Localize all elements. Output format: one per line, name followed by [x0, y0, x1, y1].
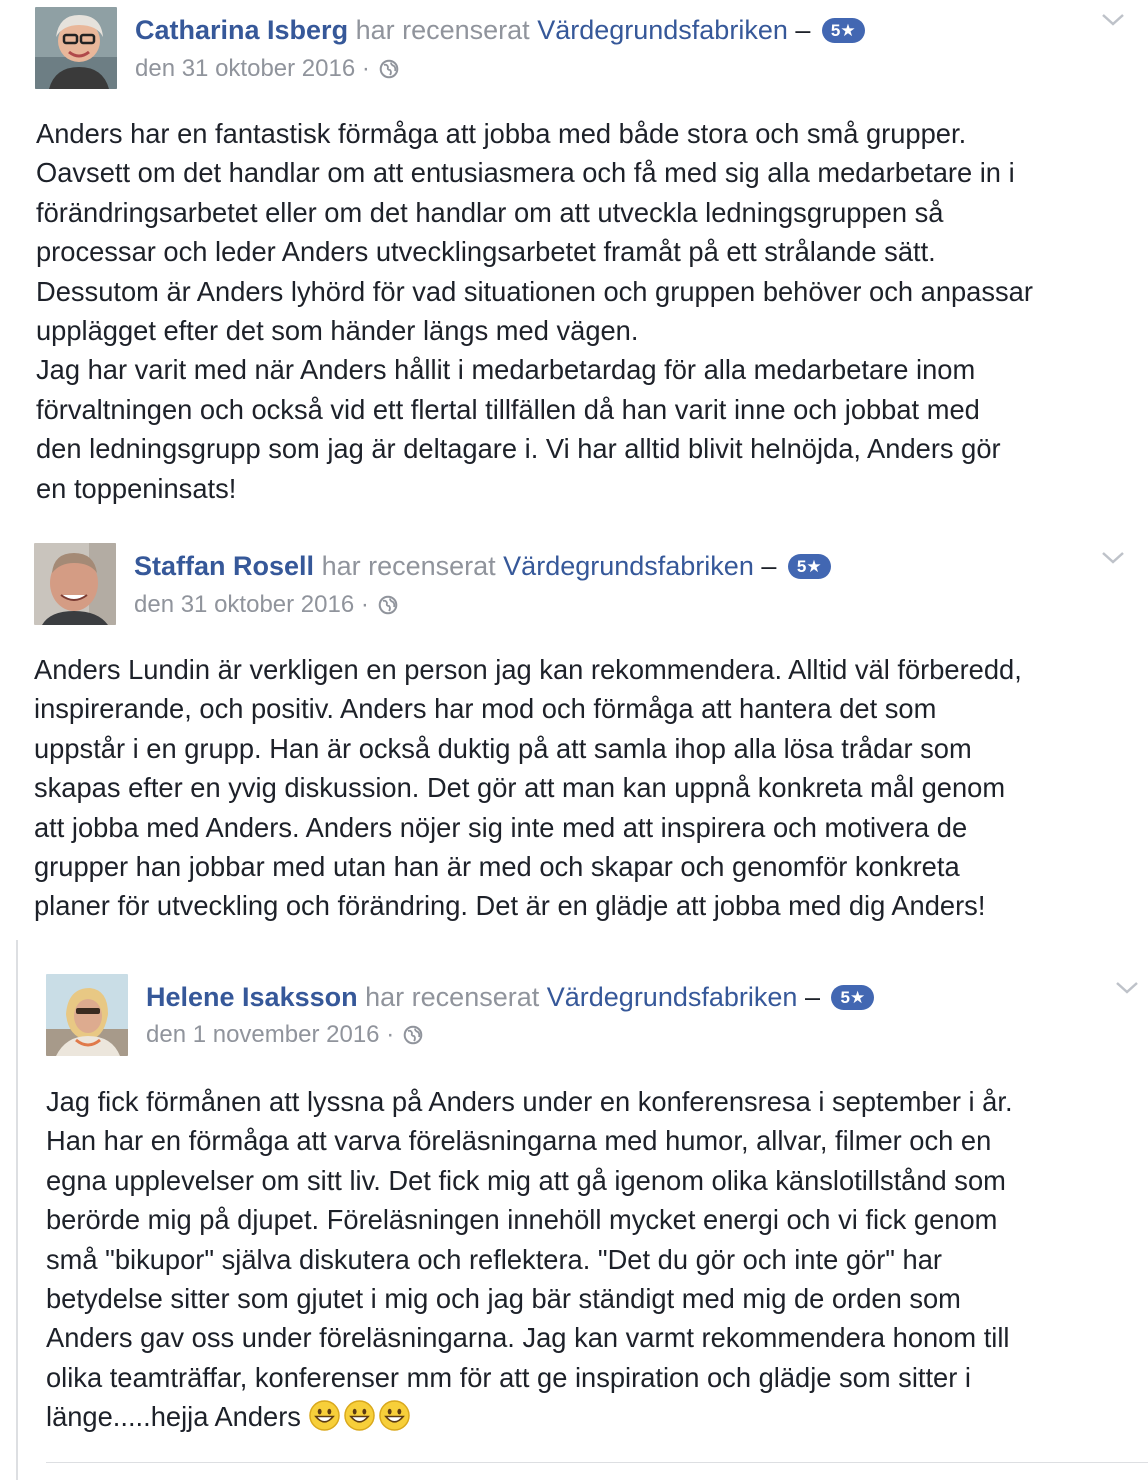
review-text-line: förvaltningen och också vid ett flertal tillfällen då han varit inne och jobbat med: [36, 393, 980, 425]
grinning-face-emoji: [309, 1400, 340, 1431]
dash-separator: –: [761, 551, 777, 581]
review-text-last: länge.....hejja Anders: [46, 1401, 301, 1433]
grinning-face-emoji: [344, 1400, 375, 1431]
review-card: [0, 966, 1148, 1466]
review-text-line: betydelse sitter som gjutet i mig och jag bär ständigt med mig de orden som: [46, 1283, 961, 1315]
review-date[interactable]: den 1 november 2016: [146, 1021, 380, 1048]
chevron-down-icon[interactable]: [1100, 550, 1126, 566]
review-meta: [134, 590, 398, 620]
reviewer-name[interactable]: Helene Isaksson: [146, 982, 358, 1012]
avatar-photo: [46, 974, 128, 1056]
globe-icon[interactable]: [379, 59, 399, 79]
review-text-line: Oavsett om det handlar om att entusiasmera och få med sig alla medarbetare in i: [36, 157, 1015, 189]
review-headline: [146, 980, 874, 1014]
grinning-face-emoji: [379, 1400, 410, 1431]
reviewer-name[interactable]: Staffan Rosell: [134, 551, 315, 581]
review-text: [34, 650, 1022, 926]
review-text-line: Jag har varit med när Anders hållit i medarbetardag för alla medarbetare inom: [36, 354, 976, 386]
review-headline: [135, 13, 865, 47]
review-date[interactable]: den 31 oktober 2016: [134, 591, 355, 618]
review-text-line: berörde mig på djupet. Föreläsningen innehöll mycket energi och vi fick genom: [46, 1204, 998, 1236]
review-text-line: processar och leder Anders utvecklingsarbetet framåt på ett strålande sätt.: [36, 236, 936, 268]
dash-separator: –: [795, 15, 811, 45]
chevron-down-icon[interactable]: [1100, 12, 1126, 28]
review-text-line: Dessutom är Anders lyhörd för vad situationen och gruppen behöver och anpassar: [36, 275, 1033, 307]
review-text: [36, 114, 1033, 508]
meta-separator: ·: [386, 1021, 395, 1048]
review-text-line: uppstår i en grupp. Han är också duktig på att samla ihop alla lösa trådar som: [34, 732, 972, 764]
review-text-line: olika teamträffar, konferenser mm för att ge inspiration och glädje som sitter i: [46, 1361, 971, 1393]
review-text-line: inspirerande, och positiv. Anders har mod och förmåga att hantera det som: [34, 693, 937, 725]
avatar[interactable]: [35, 7, 117, 89]
globe-icon[interactable]: [378, 595, 398, 615]
review-text-line: planer för utveckling och förändring. Det är en glädje att jobba med dig Anders!: [34, 890, 986, 922]
review-text-line: grupper han jobbar med utan han är med och skapar och genomför konkreta: [34, 851, 960, 883]
review-date[interactable]: den 31 oktober 2016: [135, 55, 356, 82]
review-text-line: små "bikupor" själva diskutera och reflektera. "Det du gör och inte gör" har: [46, 1243, 943, 1275]
page-link[interactable]: Värdegrundsfabriken: [546, 982, 798, 1012]
review-text-line: Anders har en fantastisk förmåga att jobba med både stora och små grupper.: [36, 118, 967, 149]
globe-icon[interactable]: [403, 1025, 423, 1045]
review-text-line: en toppeninsats!: [36, 472, 237, 504]
review-text-line: den ledningsgrupp som jag är deltagare i. Vi har alltid blivit helnöjda, Anders gör: [36, 433, 1001, 465]
avatar[interactable]: [34, 543, 116, 625]
rating-badge[interactable]: 5★: [831, 985, 874, 1010]
review-text-line: skapas efter en yvig diskussion. Det gör att man kan uppnå konkreta mål genom: [34, 772, 1006, 804]
chevron-down-icon[interactable]: [1114, 980, 1140, 996]
review-card: [0, 0, 1148, 520]
rating-badge[interactable]: 5★: [822, 18, 865, 43]
review-text-line: Anders Lundin är verkligen en person jag kan rekommendera. Alltid väl förberedd,: [34, 654, 1022, 685]
meta-separator: ·: [361, 55, 370, 82]
review-text-line: upplägget efter det som händer längs med vägen.: [36, 315, 639, 347]
review-text-line: förändringsarbetet eller om det handlar om att utveckla ledningsgruppen så: [36, 196, 944, 228]
review-meta: [146, 1020, 423, 1050]
review-text-line: att jobba med Anders. Anders nöjer sig inte med att inspirera och motivera de: [34, 811, 968, 843]
review-headline: [134, 549, 831, 583]
review-verb: har recenserat: [355, 15, 530, 45]
review-text-line: Anders gav oss under föreläsningarna. Jag kan varmt rekommendera honom till: [46, 1322, 1010, 1354]
meta-separator: ·: [360, 591, 369, 618]
avatar-photo: [35, 7, 117, 89]
reviewer-name[interactable]: Catharina Isberg: [135, 15, 349, 45]
page-link[interactable]: Värdegrundsfabriken: [537, 15, 788, 45]
avatar[interactable]: [46, 974, 128, 1056]
rating-badge[interactable]: 5★: [788, 554, 831, 579]
review-text-line: Han har en förmåga att varva föreläsningarna med humor, allvar, filmer och en: [46, 1125, 992, 1157]
review-verb: har recenserat: [321, 551, 496, 581]
review-meta: [135, 54, 399, 84]
review-verb: har recenserat: [365, 982, 540, 1012]
review-text-line: [46, 1397, 1013, 1436]
avatar-photo: [34, 543, 116, 625]
dash-separator: –: [804, 982, 820, 1012]
review-text-line: egna upplevelser om sitt liv. Det fick mig att gå igenom olika känslotillstånd som: [46, 1164, 1006, 1196]
divider: [46, 1462, 1148, 1463]
page-link[interactable]: Värdegrundsfabriken: [503, 551, 754, 581]
review-text-line: Jag fick förmånen att lyssna på Anders under en konferensresa i september i år.: [46, 1086, 1013, 1117]
review-card: [0, 536, 1148, 936]
review-text: [46, 1082, 1013, 1437]
